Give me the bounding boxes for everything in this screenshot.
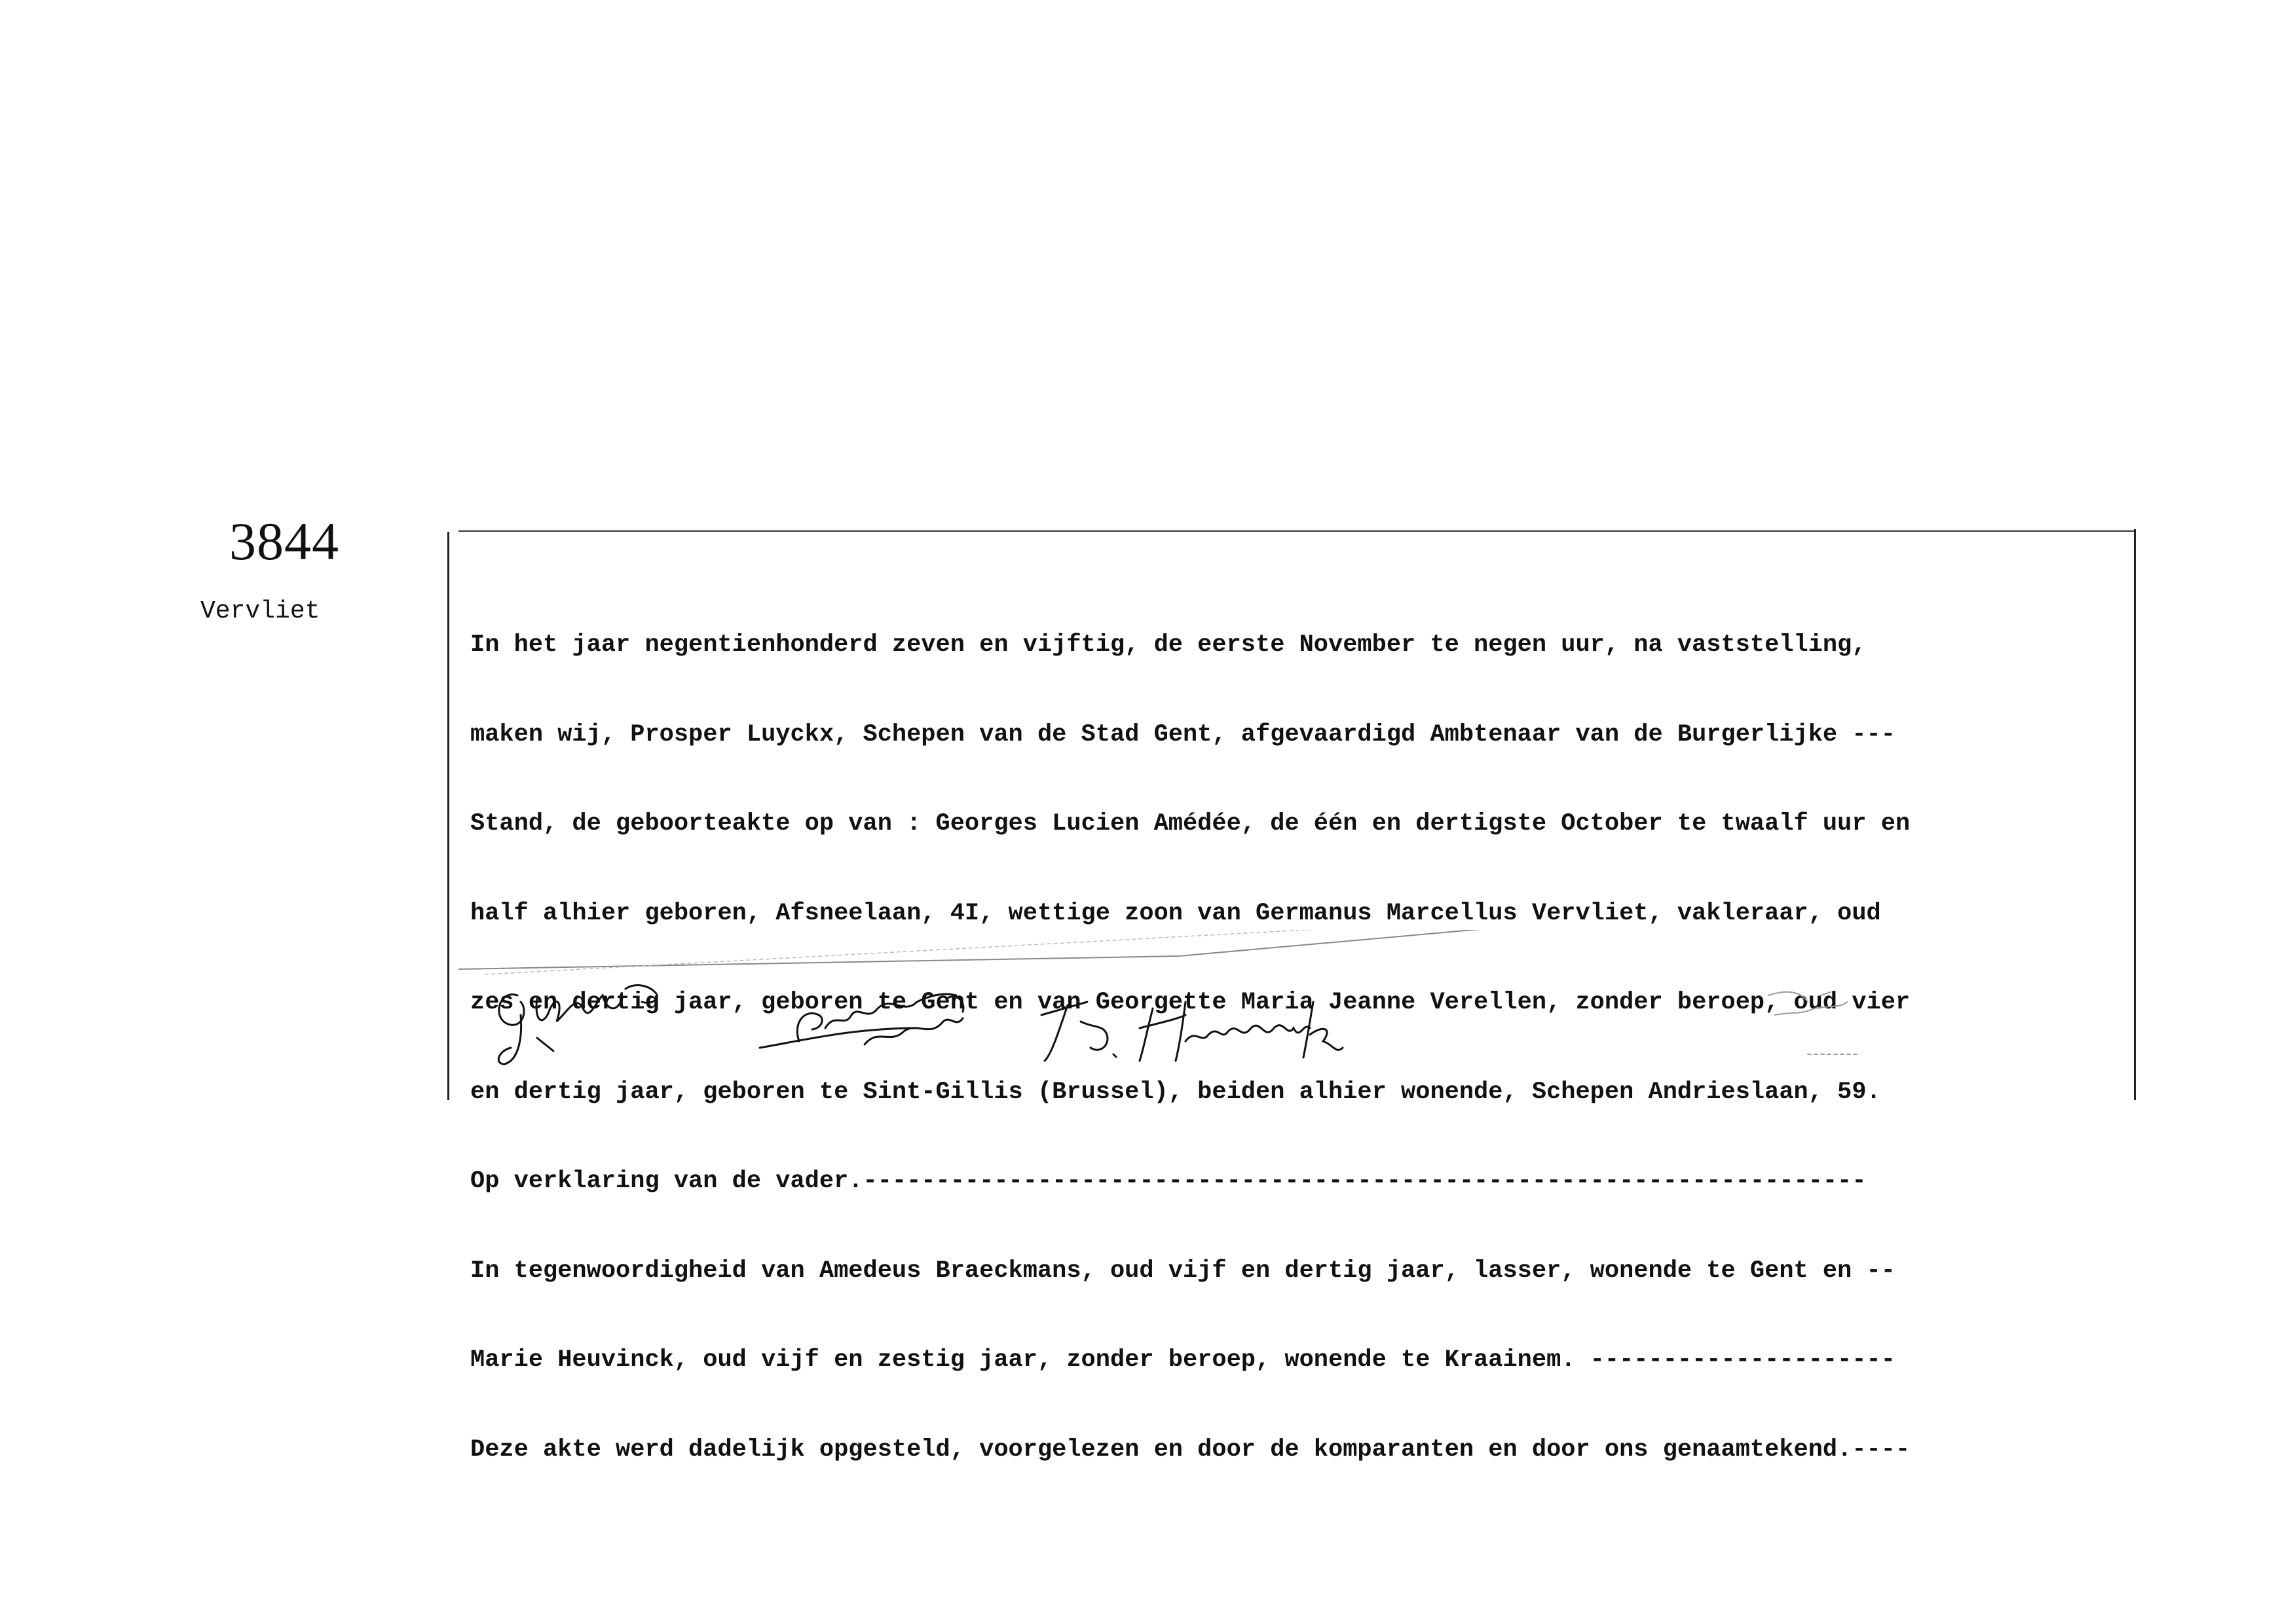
record-line: en dertig jaar, geboren te Sint-Gillis (Brussel), beiden alhier wonende, Schepen Andrieslaan, 59. bbox=[470, 1078, 1881, 1106]
signature-heuvinck bbox=[1041, 1002, 1343, 1061]
record-line: maken wij, Prosper Luyckx, Schepen van de Stad Gent, afgevaardigd Ambtenaar van de Burgerlijke --- bbox=[470, 720, 1895, 748]
frame-top-rule bbox=[458, 530, 2135, 532]
record-line: Stand, de geboorteakte op van : Georges Lucien Amédée, de één en dertigste October te twaalf uur en bbox=[470, 810, 1911, 838]
signature-rule-line bbox=[458, 930, 2135, 969]
signature-vervliet bbox=[498, 986, 657, 1064]
record-line: In tegenwoordigheid van Amedeus Braeckmans, oud vijf en dertig jaar, lasser, wonende te Gent en -- bbox=[470, 1257, 1895, 1285]
margin-surname: Vervliet bbox=[200, 597, 320, 625]
record-line: zes en dertig jaar, geboren te Gent en van Georgette Maria Jeanne Verellen, zonder beroep, oud vier bbox=[470, 989, 1911, 1016]
signatures-drawing bbox=[458, 930, 2135, 1100]
record-line: In het jaar negentienhonderd zeven en vijftig, de eerste November te negen uur, na vaststelling, bbox=[470, 631, 1867, 659]
frame-left-rule bbox=[447, 532, 449, 1100]
record-line: Op verklaring van de vader.--------------------------------------------------------------------- bbox=[470, 1168, 1867, 1195]
record-number: 3844 bbox=[229, 511, 339, 571]
signature-official-faint bbox=[1768, 992, 1860, 1054]
signature-rule-line-faint bbox=[485, 930, 2030, 974]
signature-area bbox=[458, 930, 2135, 1100]
signature-braeckmans bbox=[760, 994, 963, 1048]
record-line: Marie Heuvinck, oud vijf en zestig jaar, zonder beroep, wonende te Kraainem. --------------------- bbox=[470, 1346, 1895, 1374]
record-line: half alhier geboren, Afsneelaan, 4I, wettige zoon van Germanus Marcellus Vervliet, vakleraar, oud bbox=[470, 899, 1881, 927]
record-line: Deze akte werd dadelijk opgesteld, voorgelezen en door de komparanten en door ons genaamtekend.---- bbox=[470, 1435, 1911, 1464]
